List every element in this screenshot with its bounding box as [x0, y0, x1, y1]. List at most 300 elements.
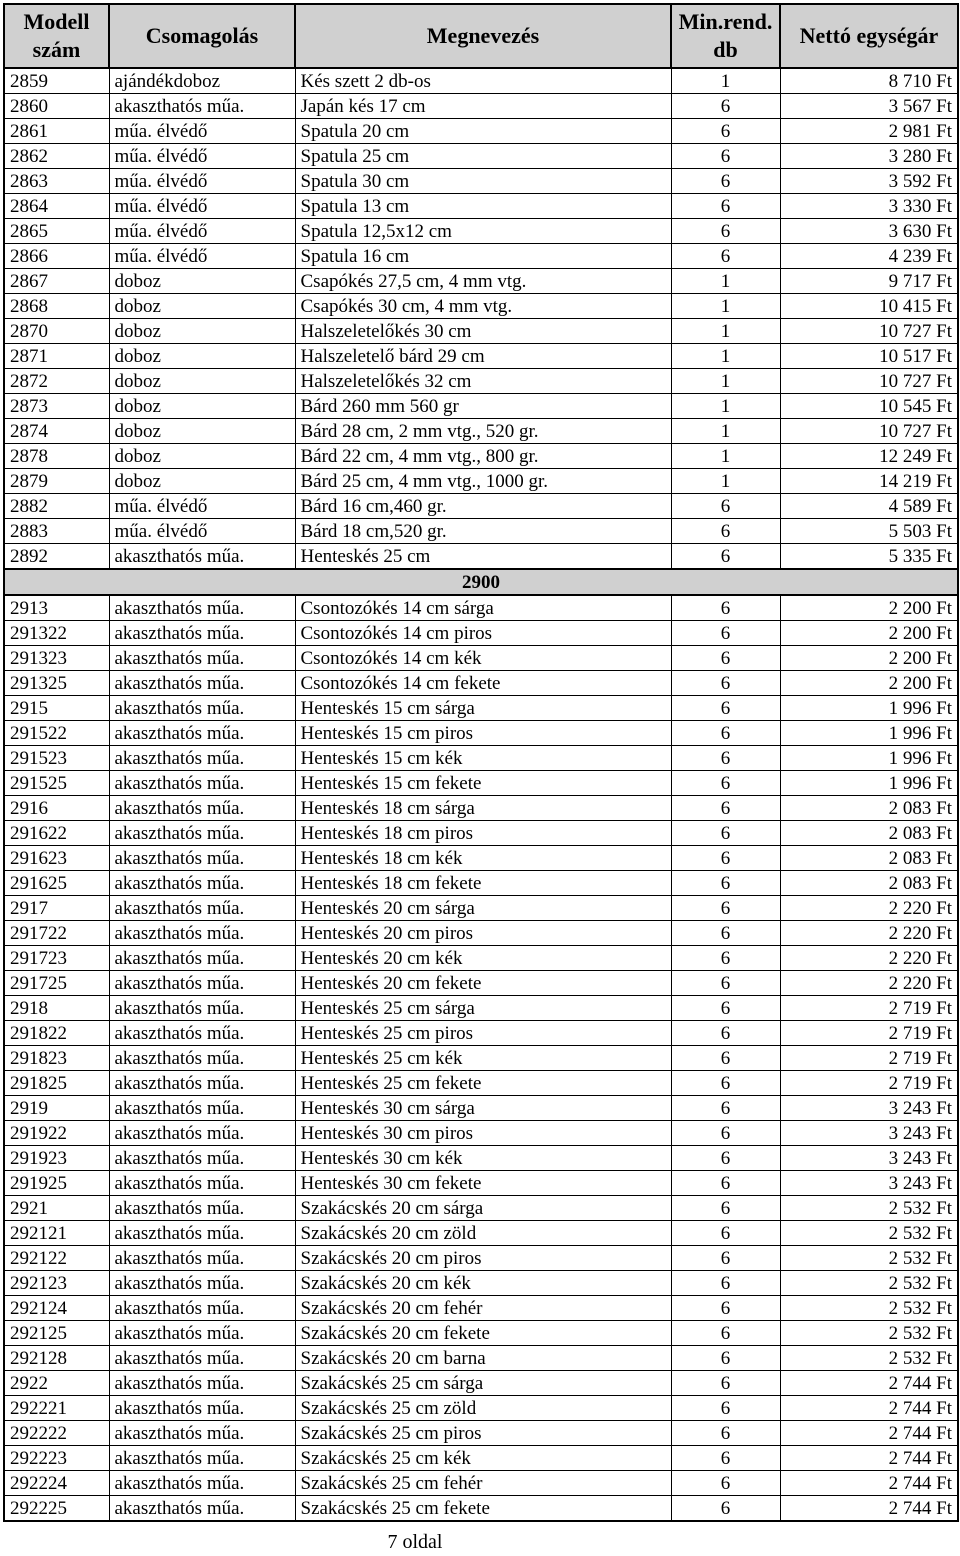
cell-packaging: akaszthatós műa.	[109, 1446, 295, 1471]
group-separator-row	[4, 569, 958, 595]
cell-net-price: 3 592 Ft	[780, 169, 958, 194]
cell-net-price: 2 083 Ft	[780, 796, 958, 821]
cell-net-price: 2 981 Ft	[780, 119, 958, 144]
cell-packaging: akaszthatós műa.	[109, 771, 295, 796]
cell-packaging: akaszthatós műa.	[109, 746, 295, 771]
cell-packaging: akaszthatós műa.	[109, 1471, 295, 1496]
cell-net-price: 2 200 Ft	[780, 671, 958, 696]
table-row	[4, 1271, 958, 1296]
cell-packaging: akaszthatós műa.	[109, 996, 295, 1021]
cell-net-price: 1 996 Ft	[780, 746, 958, 771]
table-row	[4, 444, 958, 469]
cell-name: Henteskés 15 cm sárga	[295, 696, 671, 721]
cell-min-order: 6	[671, 1021, 780, 1046]
cell-min-order: 6	[671, 771, 780, 796]
cell-packaging: akaszthatós műa.	[109, 871, 295, 896]
cell-model-number: 291623	[4, 846, 109, 871]
cell-net-price: 2 532 Ft	[780, 1246, 958, 1271]
cell-min-order: 6	[671, 746, 780, 771]
cell-packaging: ajándékdoboz	[109, 68, 295, 94]
table-row	[4, 1171, 958, 1196]
cell-model-number: 291922	[4, 1121, 109, 1146]
cell-name: Csapókés 27,5 cm, 4 mm vtg.	[295, 269, 671, 294]
table-row	[4, 419, 958, 444]
table-row	[4, 369, 958, 394]
table-row	[4, 344, 958, 369]
cell-packaging: műa. élvédő	[109, 194, 295, 219]
cell-name: Csontozókés 14 cm sárga	[295, 595, 671, 621]
cell-name: Szakácskés 20 cm sárga	[295, 1196, 671, 1221]
table-row	[4, 144, 958, 169]
cell-model-number: 2915	[4, 696, 109, 721]
cell-packaging: akaszthatós műa.	[109, 796, 295, 821]
cell-net-price: 5 503 Ft	[780, 519, 958, 544]
cell-name: Szakácskés 25 cm sárga	[295, 1371, 671, 1396]
cell-net-price: 2 744 Ft	[780, 1446, 958, 1471]
cell-net-price: 2 532 Ft	[780, 1196, 958, 1221]
cell-name: Henteskés 20 cm sárga	[295, 896, 671, 921]
cell-model-number: 2922	[4, 1371, 109, 1396]
cell-min-order: 6	[671, 1246, 780, 1271]
cell-name: Henteskés 20 cm kék	[295, 946, 671, 971]
table-row	[4, 1346, 958, 1371]
cell-packaging: akaszthatós műa.	[109, 721, 295, 746]
table-row	[4, 1371, 958, 1396]
table-row	[4, 1021, 958, 1046]
cell-model-number: 291523	[4, 746, 109, 771]
table-row	[4, 771, 958, 796]
cell-packaging: akaszthatós műa.	[109, 1071, 295, 1096]
cell-name: Bárd 25 cm, 4 mm vtg., 1000 gr.	[295, 469, 671, 494]
cell-model-number: 2865	[4, 219, 109, 244]
cell-net-price: 10 727 Ft	[780, 319, 958, 344]
cell-name: Henteskés 25 cm piros	[295, 1021, 671, 1046]
cell-net-price: 3 630 Ft	[780, 219, 958, 244]
cell-min-order: 6	[671, 1371, 780, 1396]
cell-packaging: akaszthatós műa.	[109, 1121, 295, 1146]
cell-min-order: 6	[671, 1496, 780, 1522]
cell-packaging: akaszthatós műa.	[109, 1296, 295, 1321]
cell-model-number: 291725	[4, 971, 109, 996]
cell-packaging: műa. élvédő	[109, 219, 295, 244]
cell-net-price: 2 719 Ft	[780, 1046, 958, 1071]
cell-min-order: 6	[671, 244, 780, 269]
cell-model-number: 291325	[4, 671, 109, 696]
cell-min-order: 1	[671, 419, 780, 444]
cell-name: Henteskés 15 cm fekete	[295, 771, 671, 796]
cell-net-price: 2 200 Ft	[780, 621, 958, 646]
price-list-table	[3, 3, 959, 1522]
table-row	[4, 169, 958, 194]
header-packaging: Csomagolás	[109, 4, 295, 68]
cell-net-price: 2 719 Ft	[780, 1021, 958, 1046]
cell-packaging: akaszthatós műa.	[109, 1196, 295, 1221]
cell-model-number: 291825	[4, 1071, 109, 1096]
table-row	[4, 219, 958, 244]
cell-net-price: 8 710 Ft	[780, 68, 958, 94]
header-min-line2: db	[713, 37, 738, 62]
cell-model-number: 291323	[4, 646, 109, 671]
cell-net-price: 2 083 Ft	[780, 821, 958, 846]
table-row	[4, 194, 958, 219]
cell-model-number: 2861	[4, 119, 109, 144]
cell-min-order: 1	[671, 68, 780, 94]
cell-model-number: 292221	[4, 1396, 109, 1421]
header-min-line1: Min.rend.	[678, 9, 773, 34]
cell-name: Szakácskés 25 cm zöld	[295, 1396, 671, 1421]
cell-name: Henteskés 30 cm fekete	[295, 1171, 671, 1196]
cell-model-number: 2916	[4, 796, 109, 821]
cell-model-number: 2866	[4, 244, 109, 269]
table-row	[4, 996, 958, 1021]
cell-net-price: 10 517 Ft	[780, 344, 958, 369]
table-row	[4, 294, 958, 319]
cell-packaging: akaszthatós műa.	[109, 921, 295, 946]
cell-packaging: akaszthatós műa.	[109, 1096, 295, 1121]
cell-model-number: 291722	[4, 921, 109, 946]
cell-net-price: 3 567 Ft	[780, 94, 958, 119]
cell-min-order: 1	[671, 294, 780, 319]
cell-min-order: 6	[671, 696, 780, 721]
table-row	[4, 519, 958, 544]
table-row	[4, 796, 958, 821]
cell-name: Csontozókés 14 cm kék	[295, 646, 671, 671]
cell-min-order: 6	[671, 94, 780, 119]
cell-packaging: akaszthatós műa.	[109, 671, 295, 696]
cell-model-number: 292128	[4, 1346, 109, 1371]
cell-net-price: 2 532 Ft	[780, 1346, 958, 1371]
table-row	[4, 1296, 958, 1321]
cell-min-order: 6	[671, 169, 780, 194]
cell-min-order: 6	[671, 1046, 780, 1071]
cell-net-price: 2 719 Ft	[780, 1071, 958, 1096]
cell-net-price: 1 996 Ft	[780, 721, 958, 746]
cell-net-price: 4 589 Ft	[780, 494, 958, 519]
table-row	[4, 946, 958, 971]
header-row	[4, 4, 958, 68]
cell-min-order: 6	[671, 946, 780, 971]
table-row	[4, 1146, 958, 1171]
cell-packaging: akaszthatós műa.	[109, 1421, 295, 1446]
cell-name: Spatula 30 cm	[295, 169, 671, 194]
table-row	[4, 469, 958, 494]
cell-packaging: doboz	[109, 394, 295, 419]
table-row	[4, 1046, 958, 1071]
cell-packaging: akaszthatós műa.	[109, 1496, 295, 1522]
cell-packaging: akaszthatós műa.	[109, 1396, 295, 1421]
cell-name: Csapókés 30 cm, 4 mm vtg.	[295, 294, 671, 319]
cell-name: Szakácskés 20 cm piros	[295, 1246, 671, 1271]
cell-name: Henteskés 25 cm sárga	[295, 996, 671, 1021]
cell-min-order: 6	[671, 1196, 780, 1221]
cell-net-price: 2 719 Ft	[780, 996, 958, 1021]
cell-min-order: 6	[671, 721, 780, 746]
cell-packaging: műa. élvédő	[109, 244, 295, 269]
cell-net-price: 2 532 Ft	[780, 1221, 958, 1246]
cell-packaging: akaszthatós műa.	[109, 821, 295, 846]
table-row	[4, 119, 958, 144]
cell-packaging: műa. élvédő	[109, 119, 295, 144]
cell-model-number: 2863	[4, 169, 109, 194]
cell-model-number: 2879	[4, 469, 109, 494]
table-row	[4, 846, 958, 871]
cell-model-number: 292222	[4, 1421, 109, 1446]
cell-model-number: 292224	[4, 1471, 109, 1496]
cell-net-price: 2 744 Ft	[780, 1496, 958, 1522]
header-model-line1: Modell	[23, 9, 90, 34]
cell-min-order: 6	[671, 194, 780, 219]
cell-min-order: 6	[671, 1446, 780, 1471]
table-row	[4, 1396, 958, 1421]
cell-packaging: doboz	[109, 369, 295, 394]
table-row	[4, 821, 958, 846]
header-model-number	[4, 4, 109, 68]
cell-model-number: 292121	[4, 1221, 109, 1246]
cell-min-order: 1	[671, 344, 780, 369]
table-row	[4, 921, 958, 946]
cell-packaging: akaszthatós műa.	[109, 646, 295, 671]
cell-net-price: 2 744 Ft	[780, 1421, 958, 1446]
cell-model-number: 2921	[4, 1196, 109, 1221]
cell-model-number: 291622	[4, 821, 109, 846]
cell-net-price: 5 335 Ft	[780, 544, 958, 570]
cell-model-number: 2892	[4, 544, 109, 570]
cell-name: Szakácskés 20 cm barna	[295, 1346, 671, 1371]
cell-name: Halszeletelőkés 32 cm	[295, 369, 671, 394]
cell-min-order: 6	[671, 1396, 780, 1421]
cell-packaging: akaszthatós műa.	[109, 946, 295, 971]
table-row	[4, 544, 958, 570]
cell-min-order: 6	[671, 1346, 780, 1371]
cell-packaging: akaszthatós műa.	[109, 1171, 295, 1196]
cell-model-number: 2883	[4, 519, 109, 544]
cell-min-order: 1	[671, 444, 780, 469]
cell-model-number: 291322	[4, 621, 109, 646]
cell-name: Bárd 18 cm,520 gr.	[295, 519, 671, 544]
table-row	[4, 394, 958, 419]
cell-min-order: 6	[671, 996, 780, 1021]
cell-name: Japán kés 17 cm	[295, 94, 671, 119]
cell-min-order: 6	[671, 1271, 780, 1296]
cell-net-price: 2 744 Ft	[780, 1371, 958, 1396]
cell-min-order: 1	[671, 269, 780, 294]
cell-net-price: 2 083 Ft	[780, 871, 958, 896]
cell-net-price: 3 330 Ft	[780, 194, 958, 219]
cell-name: Szakácskés 25 cm piros	[295, 1421, 671, 1446]
cell-min-order: 6	[671, 921, 780, 946]
cell-model-number: 2874	[4, 419, 109, 444]
cell-net-price: 2 744 Ft	[780, 1396, 958, 1421]
cell-packaging: akaszthatós műa.	[109, 971, 295, 996]
table-row	[4, 1321, 958, 1346]
cell-net-price: 3 243 Ft	[780, 1146, 958, 1171]
table-row	[4, 1246, 958, 1271]
cell-name: Henteskés 18 cm piros	[295, 821, 671, 846]
cell-net-price: 2 220 Ft	[780, 946, 958, 971]
cell-name: Henteskés 30 cm kék	[295, 1146, 671, 1171]
cell-name: Bárd 16 cm,460 gr.	[295, 494, 671, 519]
cell-min-order: 6	[671, 144, 780, 169]
cell-min-order: 6	[671, 646, 780, 671]
header-net-price: Nettó egységár	[780, 4, 958, 68]
cell-min-order: 6	[671, 1421, 780, 1446]
cell-model-number: 2882	[4, 494, 109, 519]
cell-net-price: 2 200 Ft	[780, 646, 958, 671]
cell-min-order: 6	[671, 621, 780, 646]
cell-model-number: 292225	[4, 1496, 109, 1522]
cell-model-number: 291522	[4, 721, 109, 746]
table-row	[4, 871, 958, 896]
cell-packaging: akaszthatós műa.	[109, 1021, 295, 1046]
cell-min-order: 6	[671, 821, 780, 846]
cell-net-price: 10 727 Ft	[780, 369, 958, 394]
cell-model-number: 2919	[4, 1096, 109, 1121]
cell-packaging: doboz	[109, 269, 295, 294]
cell-model-number: 292125	[4, 1321, 109, 1346]
cell-model-number: 291823	[4, 1046, 109, 1071]
table-row	[4, 68, 958, 94]
cell-net-price: 2 220 Ft	[780, 896, 958, 921]
cell-net-price: 3 280 Ft	[780, 144, 958, 169]
cell-net-price: 3 243 Ft	[780, 1096, 958, 1121]
cell-name: Henteskés 18 cm kék	[295, 846, 671, 871]
cell-name: Spatula 25 cm	[295, 144, 671, 169]
cell-model-number: 292123	[4, 1271, 109, 1296]
cell-min-order: 6	[671, 544, 780, 570]
cell-name: Henteskés 25 cm	[295, 544, 671, 570]
cell-model-number: 2864	[4, 194, 109, 219]
cell-model-number: 2913	[4, 595, 109, 621]
cell-min-order: 6	[671, 519, 780, 544]
cell-model-number: 2862	[4, 144, 109, 169]
cell-min-order: 6	[671, 1296, 780, 1321]
cell-packaging: doboz	[109, 319, 295, 344]
header-min-order	[671, 4, 780, 68]
cell-name: Henteskés 18 cm fekete	[295, 871, 671, 896]
table-row	[4, 696, 958, 721]
cell-min-order: 1	[671, 469, 780, 494]
cell-packaging: doboz	[109, 344, 295, 369]
cell-min-order: 1	[671, 319, 780, 344]
table-row	[4, 1496, 958, 1522]
cell-name: Spatula 12,5x12 cm	[295, 219, 671, 244]
table-row	[4, 646, 958, 671]
cell-name: Szakácskés 25 cm fehér	[295, 1471, 671, 1496]
cell-min-order: 6	[671, 1071, 780, 1096]
page-footer: 7 oldal	[387, 1531, 443, 1553]
header-name: Megnevezés	[295, 4, 671, 68]
cell-model-number: 2878	[4, 444, 109, 469]
cell-packaging: doboz	[109, 444, 295, 469]
cell-packaging: akaszthatós műa.	[109, 1046, 295, 1071]
cell-net-price: 2 532 Ft	[780, 1296, 958, 1321]
cell-model-number: 2918	[4, 996, 109, 1021]
cell-min-order: 6	[671, 871, 780, 896]
cell-model-number: 291625	[4, 871, 109, 896]
cell-name: Bárd 22 cm, 4 mm vtg., 800 gr.	[295, 444, 671, 469]
cell-net-price: 2 532 Ft	[780, 1271, 958, 1296]
table-row	[4, 1446, 958, 1471]
cell-name: Spatula 13 cm	[295, 194, 671, 219]
cell-net-price: 10 545 Ft	[780, 394, 958, 419]
table-row	[4, 494, 958, 519]
cell-packaging: műa. élvédő	[109, 494, 295, 519]
cell-name: Henteskés 20 cm fekete	[295, 971, 671, 996]
cell-model-number: 292124	[4, 1296, 109, 1321]
table-body	[4, 68, 958, 1521]
cell-min-order: 6	[671, 1171, 780, 1196]
cell-packaging: akaszthatós műa.	[109, 696, 295, 721]
cell-packaging: akaszthatós műa.	[109, 1271, 295, 1296]
cell-name: Henteskés 30 cm sárga	[295, 1096, 671, 1121]
cell-min-order: 6	[671, 1146, 780, 1171]
table-row	[4, 1121, 958, 1146]
cell-name: Henteskés 25 cm fekete	[295, 1071, 671, 1096]
cell-name: Csontozókés 14 cm piros	[295, 621, 671, 646]
cell-packaging: akaszthatós műa.	[109, 1246, 295, 1271]
cell-packaging: akaszthatós műa.	[109, 595, 295, 621]
cell-model-number: 2917	[4, 896, 109, 921]
cell-model-number: 2870	[4, 319, 109, 344]
cell-name: Bárd 28 cm, 2 mm vtg., 520 gr.	[295, 419, 671, 444]
cell-name: Csontozókés 14 cm fekete	[295, 671, 671, 696]
cell-model-number: 2871	[4, 344, 109, 369]
cell-name: Spatula 16 cm	[295, 244, 671, 269]
cell-min-order: 6	[671, 119, 780, 144]
header-model-line2: szám	[32, 37, 81, 62]
table-row	[4, 1421, 958, 1446]
cell-packaging: akaszthatós műa.	[109, 544, 295, 570]
cell-name: Szakácskés 20 cm fehér	[295, 1296, 671, 1321]
cell-net-price: 10 727 Ft	[780, 419, 958, 444]
table-row	[4, 1196, 958, 1221]
cell-name: Henteskés 20 cm piros	[295, 921, 671, 946]
cell-packaging: doboz	[109, 294, 295, 319]
cell-packaging: akaszthatós műa.	[109, 896, 295, 921]
cell-net-price: 2 083 Ft	[780, 846, 958, 871]
cell-name: Henteskés 30 cm piros	[295, 1121, 671, 1146]
cell-packaging: akaszthatós műa.	[109, 621, 295, 646]
cell-model-number: 2873	[4, 394, 109, 419]
cell-packaging: akaszthatós műa.	[109, 846, 295, 871]
cell-net-price: 3 243 Ft	[780, 1171, 958, 1196]
cell-name: Halszeletelő bárd 29 cm	[295, 344, 671, 369]
cell-min-order: 6	[671, 896, 780, 921]
cell-name: Spatula 20 cm	[295, 119, 671, 144]
table-row	[4, 595, 958, 621]
cell-net-price: 2 532 Ft	[780, 1321, 958, 1346]
cell-min-order: 6	[671, 595, 780, 621]
cell-model-number: 291925	[4, 1171, 109, 1196]
cell-min-order: 6	[671, 1471, 780, 1496]
table-row	[4, 746, 958, 771]
cell-packaging: doboz	[109, 469, 295, 494]
group-label: 2900	[4, 569, 958, 595]
cell-name: Henteskés 25 cm kék	[295, 1046, 671, 1071]
cell-min-order: 6	[671, 1096, 780, 1121]
cell-name: Szakácskés 25 cm kék	[295, 1446, 671, 1471]
cell-net-price: 2 200 Ft	[780, 595, 958, 621]
cell-model-number: 291822	[4, 1021, 109, 1046]
cell-model-number: 2872	[4, 369, 109, 394]
cell-name: Bárd 260 mm 560 gr	[295, 394, 671, 419]
cell-packaging: akaszthatós műa.	[109, 1346, 295, 1371]
cell-min-order: 1	[671, 369, 780, 394]
table-row	[4, 721, 958, 746]
cell-packaging: akaszthatós műa.	[109, 1371, 295, 1396]
cell-min-order: 1	[671, 394, 780, 419]
table-row	[4, 269, 958, 294]
